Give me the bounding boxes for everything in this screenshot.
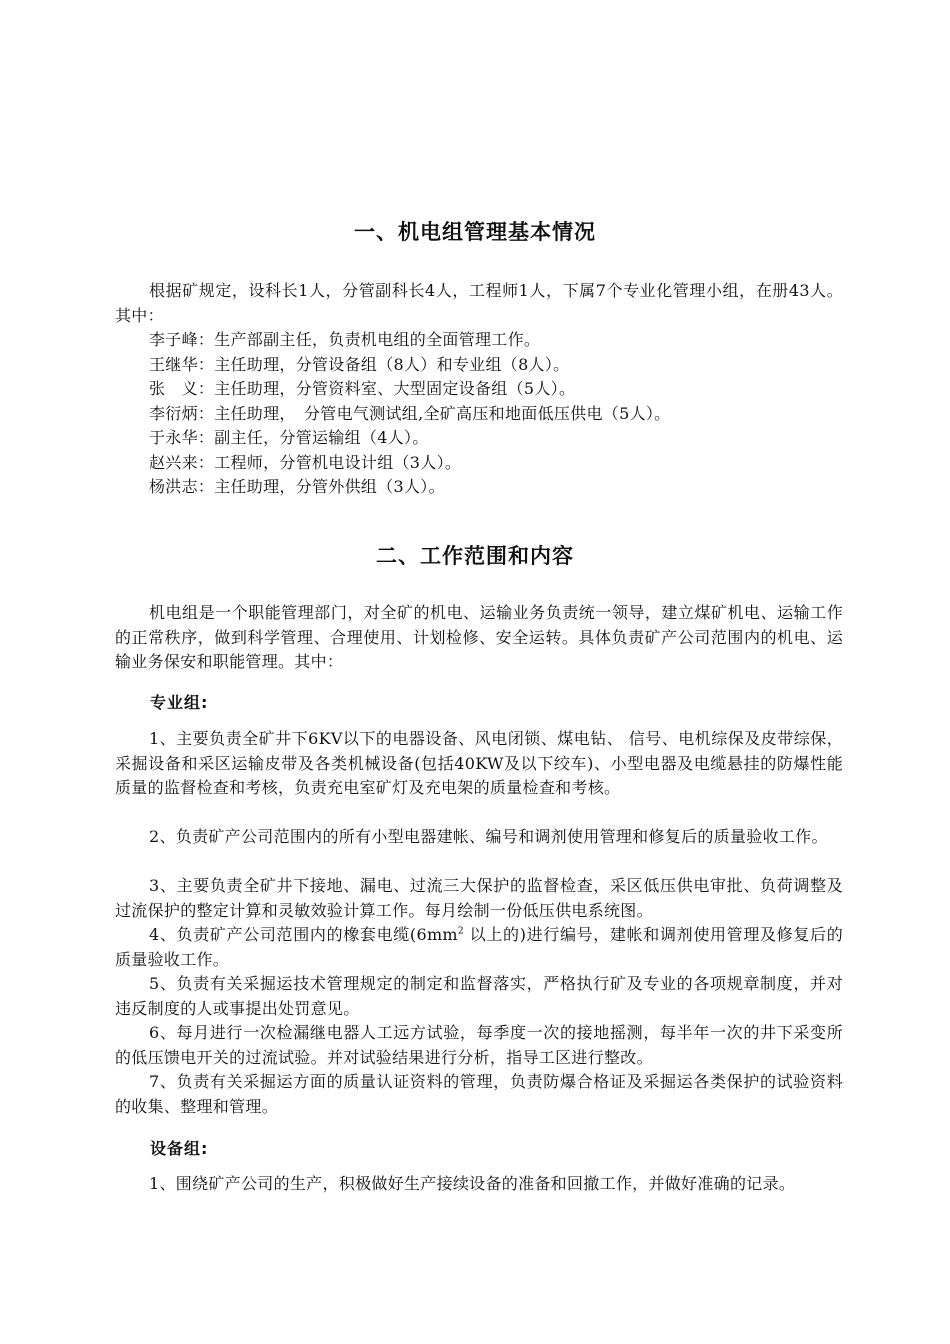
list-item: 7、负责有关采掘运方面的质量认证资料的管理，负责防爆合格证及采掘运各类保护的试验资料的收集、整理和管理。: [115, 1072, 843, 1116]
section2-heading: 二、工作范围和内容: [376, 544, 574, 568]
staff-line: 赵兴来：工程师，分管机电设计组（3人）。: [149, 453, 462, 472]
list-item: 6、每月进行一次检漏继电器人工远方试验，每季度一次的接地摇测，每半年一次的井下采变所的低压馈电开关的过流试验。并对试验结果进行分析，指导工区进行整改。: [115, 1023, 843, 1067]
staff-line: 杨洪志：主任助理，分管外供组（3人）。: [149, 477, 445, 496]
list-item: 3、主要负责全矿井下接地、漏电、过流三大保护的监督检查，采区低压供电审批、负荷调整及过流保护的整定计算和灵敏效验计算工作。每月绘制一份低压供电系统图。: [115, 876, 843, 920]
staff-line: 于永华：副主任，分管运输组（4人）。: [149, 428, 429, 447]
section1-intro: 根据矿规定，设科长1人，分管副科长4人，工程师1人，下属7个专业化管理小组，在册43人。其中：: [115, 281, 843, 325]
staff-line: 李衍炳：主任助理， 分管电气测试组,全矿高压和地面低压供电（5人）。: [149, 404, 671, 423]
section2-intro: 机电组是一个职能管理部门，对全矿的机电、运输业务负责统一领导，建立煤矿机电、运输工作的正常秩序，做到科学管理、合理使用、计划检修、安全运转。具体负责矿产公司范围内的机电、运输业务保安和职能管理。其中：: [115, 603, 843, 671]
staff-line: 张 义：主任助理，分管资料室、大型固定设备组（5人）。: [149, 379, 576, 398]
list-item: 1、主要负责全矿井下6KV以下的电器设备、风电闭锁、煤电钻、 信号、电机综保及皮带综保，采掘设备和采区运输皮带及各类机械设备(包括40KW及以下绞车)、小型电器及电缆悬挂的防爆性能质量的监督检查和考核，负责充电室矿灯及充电架的质量检查和考核。: [115, 729, 843, 797]
list-item: 1、围绕矿产公司的生产，积极做好生产接续设备的准备和回撤工作，并做好准确的记录。: [149, 1174, 796, 1193]
list-item: 4、负责矿产公司范围内的橡套电缆($6mm^2$ 以上的)进行编号，建帐和调剂使用管理及修复后的质量验收工作。: [115, 925, 843, 969]
staff-line: 王继华：主任助理，分管设备组（8人）和专业组（8人）。: [149, 355, 570, 374]
group-title-equipment: 设备组:: [150, 1139, 209, 1158]
list-item: 2、负责矿产公司范围内的所有小型电器建帐、编号和调剂使用管理和修复后的质量验收工作。: [149, 827, 828, 846]
staff-line: 李子峰：生产部副主任，负责机电组的全面管理工作。: [149, 330, 541, 349]
section1-heading: 一、机电组管理基本情况: [354, 220, 596, 244]
list-item: 5、负责有关采掘运技术管理规定的制定和监督落实，严格执行矿及专业的各项规章制度，并对违反制度的人或事提出处罚意见。: [115, 974, 843, 1018]
group-title-professional: 专业组:: [150, 693, 209, 712]
